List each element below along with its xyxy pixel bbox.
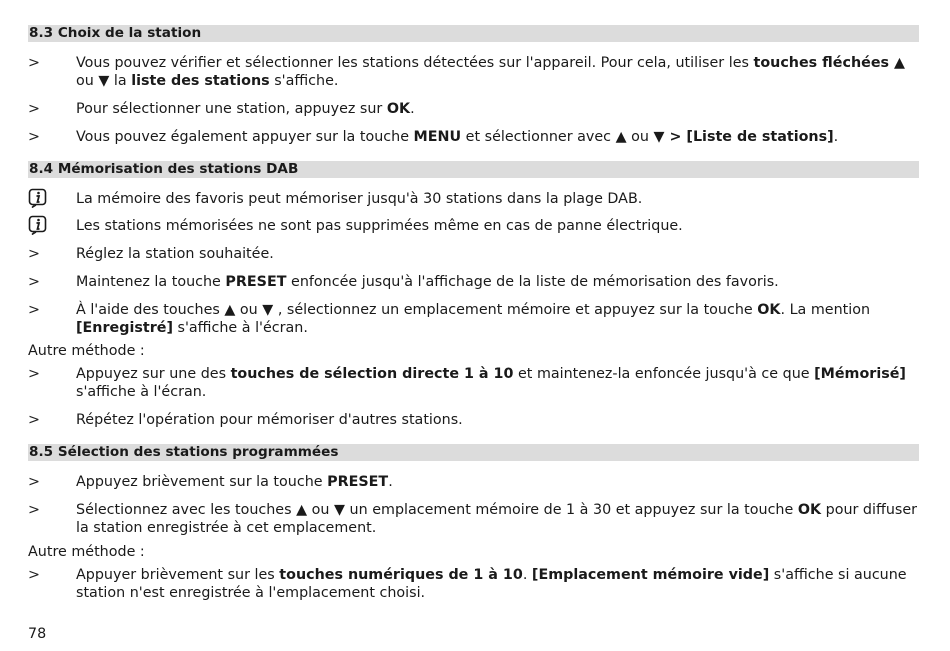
text-segment: Appuyez brièvement sur la touche [76,474,328,490]
text-segment: ou [76,73,99,89]
info-icon [28,215,48,235]
bullet-marker: > [28,567,40,583]
section-heading-8-3: 8.3 Choix de la station [28,25,919,42]
item-text [76,473,919,491]
bold-text: [Mémorisé] [814,366,906,382]
item-text [76,128,919,146]
item-text [76,501,919,537]
bold-text: ▲ [615,129,627,145]
text-segment: Sélectionnez avec les touches [76,502,297,518]
text-segment: . [522,567,532,583]
text-segment: s'affiche si aucune station n'est enregistrée à l'emplacement choisi. [76,567,907,601]
item-text [76,365,919,401]
text-segment: Les stations mémorisées ne sont pas supprimées même en cas de panne électrique. [76,218,683,234]
bold-text: OK [757,302,781,318]
bold-text: ▼ [98,73,110,89]
text-segment: Appuyez sur une des [76,366,231,382]
bullet-marker: > [28,246,40,262]
item-text [76,245,919,263]
text-segment: ou [235,302,263,318]
text-segment: Autre méthode : [28,343,145,359]
bullet-marker: > [28,366,40,382]
section-heading-8-5: 8.5 Sélection des stations programmées [28,444,919,461]
bullet-marker: > [28,474,40,490]
text-segment: Vous pouvez également appuyer sur la touche [76,129,414,145]
text-segment: La mémoire des favoris peut mémoriser jusqu'à 30 stations dans la plage DAB. [76,191,643,207]
page-number: 78 [28,626,47,642]
bold-text: ▲ [296,502,308,518]
bold-text: ▼ [262,302,274,318]
text-segment: s'affiche à l'écran. [173,320,308,336]
text-segment: enfoncée jusqu'à l'affichage de la liste de mémorisation des favoris. [286,274,779,290]
text-segment: . [410,101,415,117]
text-segment: Appuyer brièvement sur les [76,567,280,583]
text-segment: , sélectionnez un emplacement mémoire et appuyez sur la touche [273,302,758,318]
info-icon [28,188,48,208]
bold-text: [Emplacement mémoire vide] [531,567,770,583]
text-segment: Pour sélectionner une station, appuyez sur [76,101,387,117]
bullet-marker: > [28,129,40,145]
text-segment: . [833,129,839,145]
bullet-marker: > [28,412,40,428]
bullet-marker: > [28,502,40,518]
bold-text: MENU [413,129,462,145]
item-text [28,543,145,561]
bold-text: OK [386,101,411,117]
text-segment: À l'aide des touches [76,302,225,318]
item-text [28,342,145,360]
bold-text: [Enregistré] [76,320,173,336]
text-segment: Réglez la station souhaitée. [76,246,274,262]
item-text [76,217,919,235]
bold-text: liste des stations [131,73,270,89]
item-text [76,190,919,208]
item-text [76,411,919,429]
bold-text: ▼ [334,502,346,518]
text-segment: et maintenez-la enfoncée jusqu'à ce que [513,366,815,382]
text-segment: Vous pouvez vérifier et sélectionner les stations détectées sur l'appareil. Pour cela, utiliser les [76,55,754,71]
text-segment: la [109,73,132,89]
text-segment: ou [307,502,335,518]
item-text [76,301,919,337]
bold-text: PRESET [327,474,389,490]
text-segment: un emplacement mémoire de 1 à 30 et appuyez sur la touche [345,502,798,518]
bold-text: OK [797,502,822,518]
text-segment: s'affiche à l'écran. [76,384,207,400]
bold-text: touches numériques de 1 à 10 [279,567,523,583]
text-segment: Autre méthode : [28,544,145,560]
bold-text: PRESET [225,274,287,290]
text-segment: pour diffuser la station enregistrée à cet emplacement. [76,502,918,536]
text-segment: . [388,474,393,490]
bold-text: touches de sélection directe 1 à 10 [230,366,514,382]
section-heading-8-4: 8.4 Mémorisation des stations DAB [28,161,919,178]
text-segment: Maintenez la touche [76,274,226,290]
item-text [76,54,919,90]
text-segment: ou [626,129,654,145]
text-segment: et sélectionner avec [461,129,616,145]
text-segment: Répétez l'opération pour mémoriser d'autres stations. [76,412,463,428]
bold-text: ▼ > [Liste de stations] [653,129,834,145]
text-segment: . La mention [780,302,871,318]
text-segment: s'affiche. [269,73,339,89]
item-text [76,273,919,291]
bullet-marker: > [28,302,40,318]
bullet-marker: > [28,55,40,71]
item-text [76,100,919,118]
bold-text: touches fléchées ▲ [753,55,905,71]
bullet-marker: > [28,274,40,290]
bullet-marker: > [28,101,40,117]
bold-text: ▲ [224,302,236,318]
item-text [76,566,919,602]
